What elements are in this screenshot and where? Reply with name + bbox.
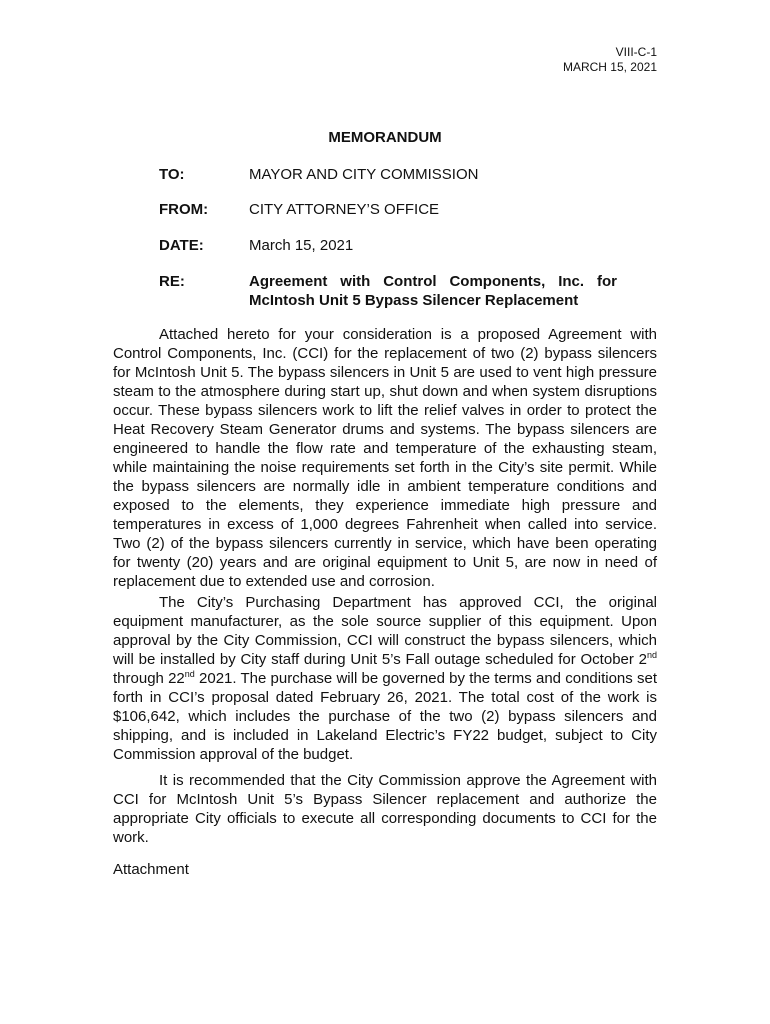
paragraph-3-text: It is recommended that the City Commission approve the Agreement with CCI for McIntosh Unit 5’s Bypass Silencer replacement and authorize the appropriate City officials to execute all corresponding documents to CCI for the work. xyxy=(113,772,657,846)
re-value xyxy=(249,272,617,310)
paragraph-1-text: Attached hereto for your consideration is a proposed Agreement with Control Components, Inc. (CCI) for the replacement of two (2) bypass silencers for McIntosh Unit 5. The bypass silencers in Unit 5 are used to vent high pressure steam to the atmosphere during start up, shut down and when system disruptions occur. These bypass silencers work to lift the relief valves in order to protect the Heat Recovery Steam Generator drums and systems. The bypass silencers are engineered to handle the flow rate and temperature of the exhausting steam, while maintaining the noise requirements set forth in the City’s site permit. While the bypass silencers are normally idle in ambient temperature conditions and exposed to the elements, they experience immediate high pressure and temperatures in excess of 1,000 degrees Fahrenheit when called into service. Two (2) of the bypass silencers currently in service, which have been operating for twenty (20) years and are original equipment to Unit 5, are now in need of replacement due to extended use and corrosion. xyxy=(113,326,657,590)
paragraph-3 xyxy=(113,771,657,847)
to-value: MAYOR AND CITY COMMISSION xyxy=(249,166,479,183)
memo-title: MEMORANDUM xyxy=(328,129,442,146)
paragraph-2 xyxy=(113,593,657,764)
paragraph-2-part-b: through 22 xyxy=(113,670,185,687)
reference-date: MARCH 15, 2021 xyxy=(562,60,657,74)
paragraph-2-part-c: 2021. The purchase will be governed by the terms and conditions set forth in CCI’s proposal dated February 26, 2021. The total cost of the work is $106,642, which includes the purchase of the two (2) bypass silencers and shipping, and is included in Lakeland Electric’s FY22 budget, subject to City Commission approval of the budget. xyxy=(113,670,657,763)
to-label: TO: xyxy=(159,166,185,183)
from-value: CITY ATTORNEY’S OFFICE xyxy=(249,201,440,218)
re-label: RE: xyxy=(159,273,185,290)
from-label: FROM: xyxy=(159,201,209,218)
ordinal-suffix-1: nd xyxy=(646,650,657,660)
attachment-label: Attachment xyxy=(113,861,189,878)
ordinal-suffix-2: nd xyxy=(184,669,195,679)
re-line-1: Agreement with Control Components, Inc. for xyxy=(249,273,617,290)
date-label: DATE: xyxy=(159,237,204,254)
document-reference xyxy=(563,45,657,75)
paragraph-1 xyxy=(113,325,657,591)
paragraph-2-part-a: The City’s Purchasing Department has approved CCI, the original equipment manufacturer, as the sole source supplier of this equipment. Upon approval by the City Commission, CCI will construct the bypass silencers, which will be installed by City staff during Unit 5’s Fall outage scheduled for October 2 xyxy=(113,594,657,668)
date-value: March 15, 2021 xyxy=(249,237,354,254)
reference-code: VIII-C-1 xyxy=(615,45,657,59)
paragraph-2-text xyxy=(113,593,657,764)
re-line-2: McIntosh Unit 5 Bypass Silencer Replacement xyxy=(249,292,579,309)
